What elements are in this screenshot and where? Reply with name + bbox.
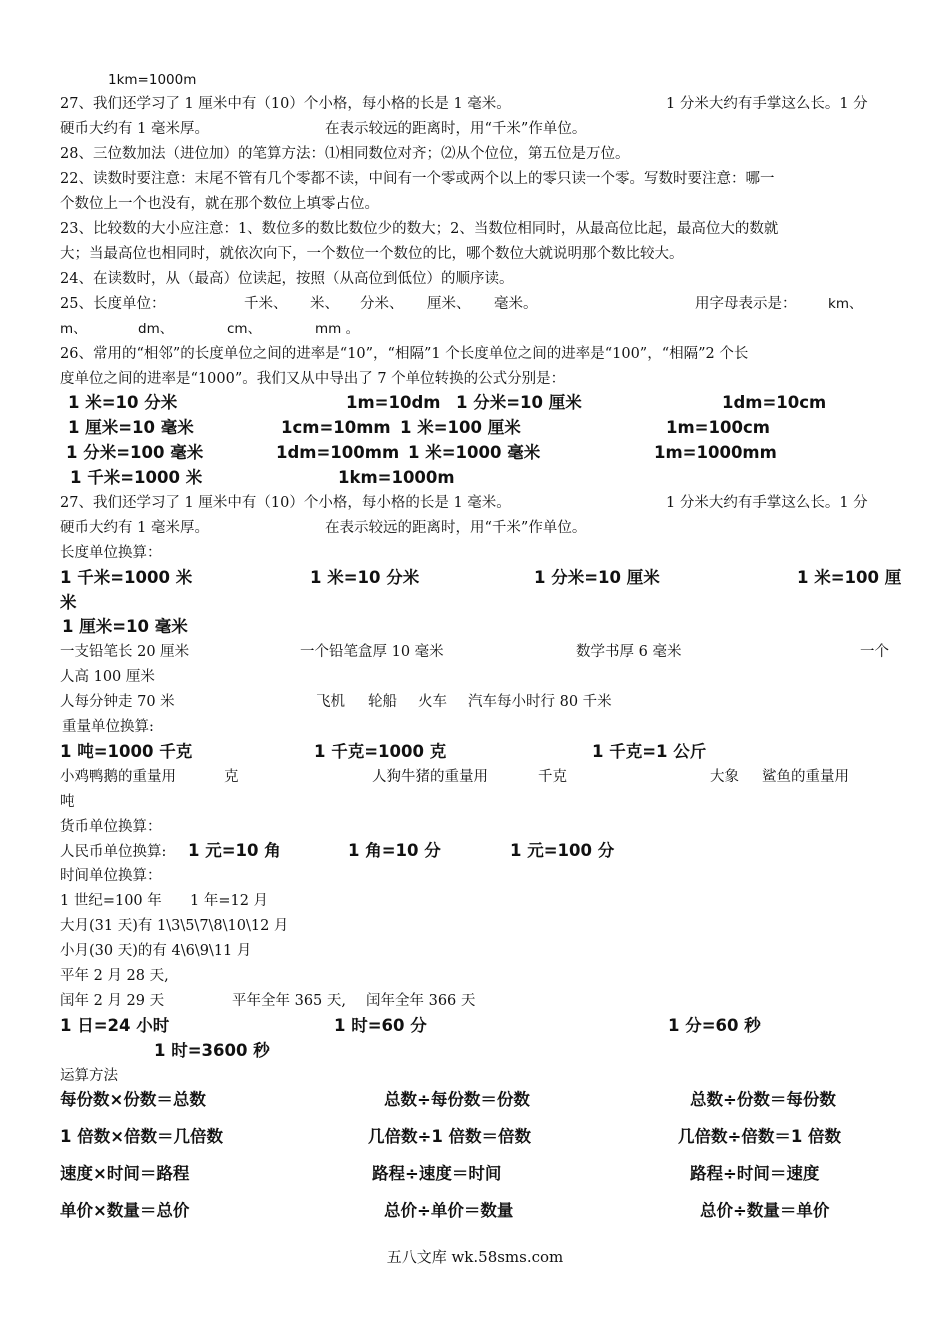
text-line [244, 294, 288, 314]
formula [534, 567, 660, 589]
formula [592, 741, 706, 763]
text-span: 1m=1000mm [654, 443, 777, 462]
text-line [60, 169, 774, 189]
formula [310, 567, 419, 589]
text-line [325, 119, 586, 139]
text-span: 鲨鱼的重量用 [762, 769, 849, 785]
text-span: 速度×时间＝路程 [60, 1164, 190, 1183]
text-line [762, 767, 849, 787]
formula [60, 1015, 169, 1037]
formula [188, 840, 281, 862]
text-span: 汽车每小时行 80 千米 [468, 694, 612, 710]
formula [60, 1163, 189, 1185]
formula [68, 392, 177, 414]
text-span: 1 分米=100 毫米 [66, 443, 204, 462]
text-line [325, 518, 586, 538]
text-line [60, 842, 166, 862]
text-span: 1 时=3600 秒 [154, 1041, 270, 1060]
text-span: 火车 [418, 694, 447, 710]
formula [60, 1089, 206, 1111]
text-span: 1 元=100 分 [510, 841, 615, 860]
text-span: 人民币单位换算: [60, 844, 167, 860]
text-span: 1 米=100 厘 [797, 568, 902, 587]
text-line [60, 991, 164, 1011]
formula [154, 1040, 270, 1062]
text-span: 一支铅笔长 20 厘米 [60, 644, 190, 660]
text-span: 千克 [538, 769, 567, 785]
text-line [576, 642, 681, 662]
text-span: 1 分米=10 厘米 [456, 393, 582, 412]
text-line [468, 692, 612, 712]
text-span: 1 分米大约有手掌这么长。1 分 [666, 96, 868, 112]
formula [348, 840, 441, 862]
text-span: 单价×数量＝总价 [60, 1201, 190, 1220]
text-span: 1 倍数×倍数＝几倍数 [60, 1127, 224, 1146]
text-line [60, 244, 684, 264]
text-line [232, 991, 346, 1011]
formula [60, 1126, 223, 1148]
formula [66, 442, 203, 464]
text-span: 1 元=10 角 [188, 841, 281, 860]
text-span: 1 日=24 小时 [60, 1016, 170, 1035]
text-line [60, 219, 778, 239]
formula [276, 442, 399, 464]
text-line [60, 966, 169, 986]
formula [400, 417, 521, 439]
text-span: 1cm=10mm [281, 418, 391, 437]
text-line [60, 294, 165, 314]
text-span: 1 分=60 秒 [668, 1016, 761, 1035]
text-span: 22、读数时要注意：末尾不管有几个零都不读，中间有一个零或两个以上的零只读一个零。写数时要注意：哪一 [60, 171, 775, 187]
text-span: 克 [224, 769, 239, 785]
section-heading [60, 1066, 118, 1086]
text-span: 人每分钟走 70 米 [60, 694, 175, 710]
formula [668, 1015, 761, 1037]
formula [60, 567, 192, 589]
text-span: 1km=1000m [338, 468, 455, 487]
text-span: 度单位之间的进率是“1000”。我们又从中导出了 7 个单位转换的公式分别是： [60, 371, 566, 387]
formula [338, 467, 455, 489]
text-span: 米、 [310, 296, 339, 312]
formula [60, 1200, 189, 1222]
text-span: 一个铅笔盒厚 10 毫米 [300, 644, 444, 660]
text-span: 1 千克=1 公斤 [592, 742, 707, 761]
text-span: 1 米=10 分米 [68, 393, 178, 412]
text-line [138, 319, 173, 339]
text-span: 1 千米=1000 米 [70, 468, 203, 487]
formula [62, 616, 188, 638]
text-span: 米 [60, 593, 77, 612]
text-span: 1 时=60 分 [334, 1016, 427, 1035]
formula [68, 417, 194, 439]
text-line [60, 493, 511, 513]
formula [510, 840, 614, 862]
text-span: 25、长度单位： [60, 296, 166, 312]
text-line [427, 294, 471, 314]
text-line [418, 692, 447, 712]
text-span: 重量单位换算: [62, 719, 154, 735]
text-span: 总数÷每份数＝份数 [384, 1090, 530, 1109]
formula [722, 392, 826, 414]
text-line [60, 667, 155, 687]
text-span: 用字母表示是： [695, 296, 797, 312]
text-span: 总价÷单价＝数量 [384, 1201, 514, 1220]
text-span: 在表示较远的距离时，用“千米”作单位。 [325, 121, 587, 137]
text-span: 一个 [860, 644, 889, 660]
text-span: 1 世纪=100 年 [60, 893, 162, 909]
text-span: 1 米=10 分米 [310, 568, 420, 587]
text-span: 26、常用的“相邻”的长度单位之间的进率是“10”，“相隔”1 个长度单位之间的进率是“100”，“相隔”2 个长 [60, 346, 749, 362]
formula [372, 1163, 501, 1185]
text-line [60, 344, 748, 364]
text-span: 厘米、 [427, 296, 471, 312]
text-span: 轮船 [368, 694, 397, 710]
text-line [60, 642, 189, 662]
text-span: 人高 100 厘米 [60, 669, 155, 685]
text-line [60, 518, 209, 538]
text-line [60, 319, 87, 339]
text-span: 货币单位换算： [60, 819, 162, 835]
formula [797, 567, 901, 589]
text-span: 闰年全年 366 天 [366, 993, 476, 1009]
text-span: km、 [828, 296, 863, 312]
text-line [360, 294, 404, 314]
formula [456, 392, 582, 414]
text-line [300, 642, 444, 662]
text-span: 1km=1000m [108, 72, 197, 88]
text-line [190, 891, 268, 911]
text-span: 1 米=100 厘米 [400, 418, 521, 437]
text-line [828, 294, 862, 314]
text-line [60, 692, 175, 712]
formula [690, 1163, 819, 1185]
text-span: 毫米。 [494, 296, 538, 312]
text-line [372, 767, 488, 787]
text-span: 总数÷份数＝每份数 [690, 1090, 836, 1109]
section-heading [62, 717, 154, 737]
text-span: 大象 [710, 769, 739, 785]
text-span: dm、 [138, 321, 174, 337]
text-line [60, 916, 288, 936]
text-span: 路程÷时间＝速度 [690, 1164, 820, 1183]
text-line [366, 991, 475, 1011]
section-heading [60, 543, 162, 563]
text-line [60, 792, 75, 812]
text-span: 1m=10dm [346, 393, 441, 412]
text-span: 小月(30 天)的有 4\6\9\11 月 [60, 943, 252, 959]
text-line [315, 319, 359, 339]
text-span: 28、三位数加法（进位加）的笔算方法：⑴相同数位对齐；⑵从个位位，第五位是万位。 [60, 146, 630, 162]
text-span: 路程÷速度＝时间 [372, 1164, 502, 1183]
formula [368, 1126, 531, 1148]
text-line [60, 144, 629, 164]
text-span: 1 千克=1000 克 [314, 742, 447, 761]
text-span: 小鸡鸭鹅的重量用 [60, 769, 176, 785]
text-span: 24、在读数时，从（最高）位读起，按照（从高位到低位）的顺序读。 [60, 271, 514, 287]
formula [281, 417, 391, 439]
text-line [60, 767, 176, 787]
text-line [316, 692, 345, 712]
formula [408, 442, 540, 464]
text-line [60, 194, 379, 214]
text-line [60, 891, 162, 911]
text-line [224, 767, 239, 787]
text-span: 吨 [60, 794, 75, 810]
formula [384, 1200, 513, 1222]
text-span: 硬币大约有 1 毫米厚。 [60, 121, 209, 137]
text-span: 总价÷数量＝单价 [700, 1201, 830, 1220]
formula [700, 1200, 829, 1222]
formula [384, 1089, 530, 1111]
text-line [60, 94, 511, 114]
text-line [710, 767, 739, 787]
text-span: 1 吨=1000 千克 [60, 742, 193, 761]
text-span: 平年全年 365 天, [232, 993, 347, 1009]
text-span: 数学书厚 6 毫米 [576, 644, 682, 660]
text-line [538, 767, 567, 787]
text-span: 人狗牛猪的重量用 [372, 769, 488, 785]
text-span: 27、我们还学习了 1 厘米中有（10）个小格，每小格的长是 1 毫米。 [60, 495, 511, 511]
text-line [494, 294, 538, 314]
text-line [227, 319, 261, 339]
text-span: 硬币大约有 1 毫米厚。 [60, 520, 209, 536]
formula [654, 442, 777, 464]
text-span: m、 [60, 321, 87, 337]
text-line [60, 119, 209, 139]
formula [70, 467, 202, 489]
text-span: 闰年 2 月 29 天 [60, 993, 165, 1009]
formula [690, 1089, 836, 1111]
text-span: 1 角=10 分 [348, 841, 441, 860]
text-line [108, 70, 196, 90]
text-span: 1 分米大约有手掌这么长。1 分 [666, 495, 868, 511]
text-span: 个数位上一个也没有，就在那个数位上填零占位。 [60, 196, 379, 212]
text-span: 1dm=10cm [722, 393, 827, 412]
page-footer: 五八文库 wk.58sms.com [386, 1248, 564, 1266]
text-span: 大月(31 天)有 1\3\5\7\8\10\12 月 [60, 918, 289, 934]
text-span: 1m=100cm [666, 418, 770, 437]
text-span: 1 厘米=10 毫米 [62, 617, 188, 636]
formula [60, 741, 192, 763]
text-line [310, 294, 339, 314]
text-span: 分米、 [360, 296, 404, 312]
formula [678, 1126, 841, 1148]
text-span: 长度单位换算： [60, 545, 162, 561]
text-line [666, 493, 868, 513]
text-line [666, 94, 868, 114]
text-span: 飞机 [316, 694, 345, 710]
text-line [695, 294, 797, 314]
formula [346, 392, 440, 414]
text-span: 23、比较数的大小应注意：1、数位多的数比数位少的数大；2、当数位相同时，从最高位比起，最高位大的数就 [60, 221, 779, 237]
text-span: 1dm=100mm [276, 443, 400, 462]
text-line [60, 369, 565, 389]
text-span: 每份数×份数＝总数 [60, 1090, 206, 1109]
text-span: 平年 2 月 28 天, [60, 968, 169, 984]
text-span: 27、我们还学习了 1 厘米中有（10）个小格，每小格的长是 1 毫米。 [60, 96, 511, 112]
formula [314, 741, 446, 763]
text-span: 千米、 [244, 296, 288, 312]
text-line [860, 642, 889, 662]
text-span: 几倍数÷倍数＝1 倍数 [678, 1127, 842, 1146]
text-span: 大；当最高位也相同时，就依次向下，一个数位一个数位的比，哪个数位大就说明那个数比较大。 [60, 246, 684, 262]
text-span: 1 厘米=10 毫米 [68, 418, 194, 437]
text-span: 1 千米=1000 米 [60, 568, 193, 587]
section-heading [60, 817, 162, 837]
section-heading [60, 866, 162, 886]
text-span: mm 。 [315, 321, 360, 337]
text-span: 1 年=12 月 [190, 893, 269, 909]
text-span: 1 分米=10 厘米 [534, 568, 660, 587]
text-line [60, 269, 513, 289]
text-line [368, 692, 397, 712]
text-span: cm、 [227, 321, 262, 337]
text-span: 运算方法 [60, 1068, 118, 1084]
formula [666, 417, 770, 439]
formula [60, 592, 77, 614]
text-span: 几倍数÷1 倍数＝倍数 [368, 1127, 532, 1146]
text-span: 时间单位换算： [60, 868, 162, 884]
text-span: 在表示较远的距离时，用“千米”作单位。 [325, 520, 587, 536]
text-line [60, 941, 251, 961]
formula [334, 1015, 427, 1037]
text-span: 1 米=1000 毫米 [408, 443, 541, 462]
